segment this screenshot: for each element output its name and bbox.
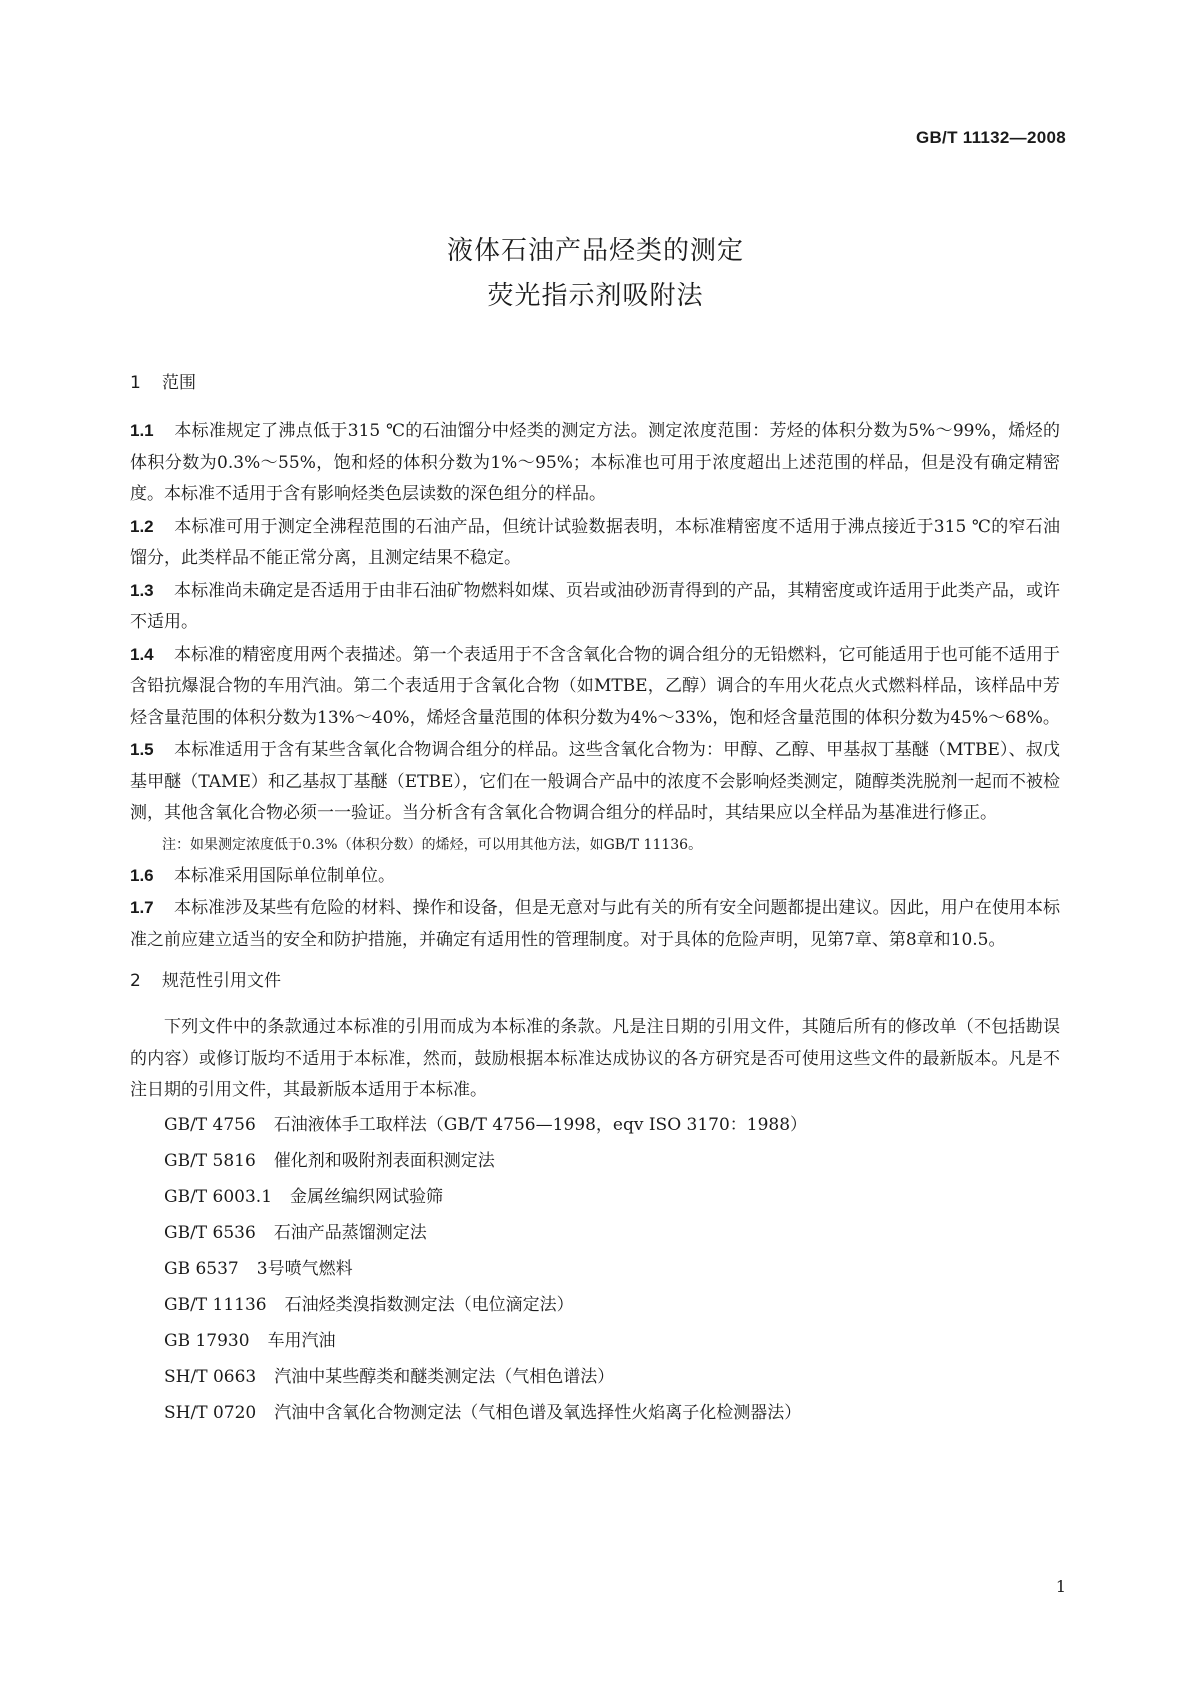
reference-code: GB/T 4756 bbox=[164, 1114, 256, 1135]
references-intro: 下列文件中的条款通过本标准的引用而成为本标准的条款。凡是注日期的引用文件，其随后所有的修改单（不包括勘误的内容）或修订版均不适用于本标准，然而，鼓励根据本标准达成协议的各方研究是否可使用这些文件的最新版本。凡是不注日期的引用文件，其最新版本适用于本标准。 bbox=[130, 1017, 1060, 1100]
reference-list bbox=[130, 1107, 1060, 1431]
clause-number: 1.2 bbox=[130, 516, 154, 536]
clause-text: 本标准涉及某些有危险的材料、操作和设备，但是无意对与此有关的所有安全问题都提出建议。因此，用户在使用本标准之前应建立适当的安全和防护措施，并确定有适用性的管理制度。对于具体的危险声明，见第7章、第8章和10.5。 bbox=[130, 898, 1060, 950]
page-number: 1 bbox=[1055, 1577, 1066, 1596]
section-number: 1 bbox=[130, 373, 141, 393]
standard-code: GB/T 11132—2008 bbox=[915, 128, 1066, 147]
clause-1-2 bbox=[130, 511, 1060, 575]
clause-text: 本标准的精密度用两个表描述。第一个表适用于不含含氧化合物的调合组分的无铅燃料，它可能适用于也可能不适用于含铅抗爆混合物的车用汽油。第二个表适用于含氧化合物（如MTBE，乙醇）调合的车用火花点火式燃料样品，该样品中芳烃含量范围的体积分数为13%～40%，烯烃含量范围的体积分数为4%～33%，饱和烃含量范围的体积分数为45%～68%。 bbox=[130, 644, 1060, 728]
clause-1-7 bbox=[130, 892, 1060, 956]
reference-code: GB 6537 bbox=[164, 1258, 239, 1279]
reference-title: 汽油中某些醇类和醚类测定法（气相色谱法） bbox=[274, 1366, 615, 1387]
clause-1-4 bbox=[130, 639, 1060, 735]
section-title: 规范性引用文件 bbox=[162, 971, 281, 991]
reference-item bbox=[130, 1359, 1060, 1395]
reference-code: GB/T 6536 bbox=[164, 1222, 256, 1243]
reference-title: 汽油中含氧化合物测定法（气相色谱及氧选择性火焰离子化检测器法） bbox=[274, 1402, 802, 1423]
reference-code: SH/T 0663 bbox=[164, 1366, 257, 1387]
reference-code: GB 17930 bbox=[164, 1330, 250, 1351]
reference-code: GB/T 5816 bbox=[164, 1150, 256, 1171]
document-title-line1: 液体石油产品烃类的测定 bbox=[446, 236, 744, 266]
clause-1-6 bbox=[130, 860, 1060, 893]
clause-text: 本标准尚未确定是否适用于由非石油矿物燃料如煤、页岩或油砂沥青得到的产品，其精密度或许适用于此类产品，或许不适用。 bbox=[130, 580, 1060, 632]
section-heading-scope bbox=[130, 372, 1060, 394]
reference-title: 石油烃类溴指数测定法（电位滴定法） bbox=[284, 1294, 574, 1315]
clause-number: 1.4 bbox=[130, 644, 154, 664]
reference-title: 3号喷气燃料 bbox=[256, 1258, 353, 1279]
section-title: 范围 bbox=[162, 373, 196, 393]
reference-title: 车用汽油 bbox=[267, 1330, 336, 1351]
document-title-line2: 荧光指示剂吸附法 bbox=[487, 281, 704, 311]
reference-item bbox=[130, 1215, 1060, 1251]
reference-code: GB/T 11136 bbox=[164, 1294, 267, 1315]
clause-1-1 bbox=[130, 415, 1060, 511]
clause-1-3 bbox=[130, 575, 1060, 639]
reference-title: 石油产品蒸馏测定法 bbox=[273, 1222, 427, 1243]
clause-text: 本标准可用于测定全沸程范围的石油产品，但统计试验数据表明，本标准精密度不适用于沸点接近于315 ℃的窄石油馏分，此类样品不能正常分离，且测定结果不稳定。 bbox=[130, 516, 1060, 568]
document-body bbox=[130, 372, 1060, 1431]
reference-item bbox=[130, 1107, 1060, 1143]
reference-item bbox=[130, 1287, 1060, 1323]
reference-item bbox=[130, 1179, 1060, 1215]
clause-number: 1.1 bbox=[130, 421, 154, 440]
clause-1-5 bbox=[130, 734, 1060, 830]
reference-code: SH/T 0720 bbox=[164, 1402, 257, 1423]
reference-title: 金属丝编织网试验筛 bbox=[290, 1186, 444, 1207]
note: 注：如果测定浓度低于0.3%（体积分数）的烯烃，可以用其他方法，如GB/T 11136。 bbox=[162, 836, 703, 853]
clause-number: 1.6 bbox=[130, 865, 154, 885]
section-heading-normative-references bbox=[130, 970, 1060, 992]
reference-item bbox=[130, 1395, 1060, 1431]
reference-title: 催化剂和吸附剂表面积测定法 bbox=[273, 1150, 495, 1171]
clause-number: 1.5 bbox=[130, 740, 154, 759]
clause-number: 1.3 bbox=[130, 580, 154, 600]
clause-text: 本标准采用国际单位制单位。 bbox=[174, 865, 395, 886]
reference-item bbox=[130, 1323, 1060, 1359]
reference-item bbox=[130, 1251, 1060, 1287]
reference-item bbox=[130, 1143, 1060, 1179]
reference-code: GB/T 6003.1 bbox=[164, 1186, 273, 1207]
clause-text: 本标准规定了沸点低于315 ℃的石油馏分中烃类的测定方法。测定浓度范围：芳烃的体积分数为5%～99%，烯烃的体积分数为0.3%～55%，饱和烃的体积分数为1%～95%；本标准也可用于浓度超出上述范围的样品，但是没有确定精密度。本标准不适用于含有影响烃类色层读数的深色组分的样品。 bbox=[130, 421, 1060, 504]
clause-number: 1.7 bbox=[130, 898, 154, 917]
section-number: 2 bbox=[130, 971, 141, 991]
reference-title: 石油液体手工取样法（GB/T 4756—1998，eqv ISO 3170：1988） bbox=[273, 1114, 808, 1135]
clause-text: 本标准适用于含有某些含氧化合物调合组分的样品。这些含氧化合物为：甲醇、乙醇、甲基叔丁基醚（MTBE）、叔戊基甲醚（TAME）和乙基叔丁基醚（ETBE），它们在一般调合产品中的浓度不会影响烃类测定，随醇类洗脱剂一起而不被检测，其他含氧化合物必须一一验证。当分析含有含氧化合物调合组分的样品时，其结果应以全样品为基准进行修正。 bbox=[130, 740, 1060, 823]
